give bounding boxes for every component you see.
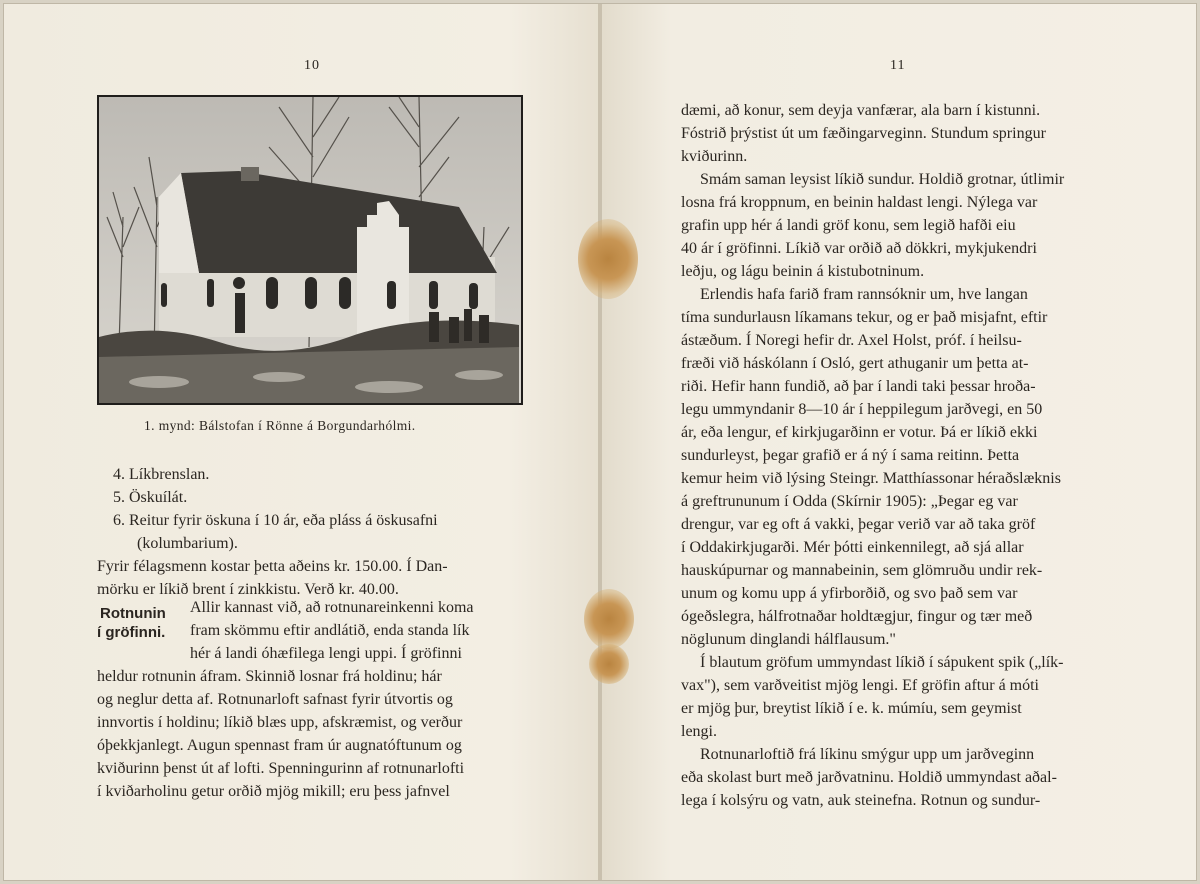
text-line: Fóstrið þrýstist út um fæðingarveginn. Stundum springur (681, 125, 1046, 142)
text-line: leðju, og lágu beinin á kistubotninum. (681, 263, 925, 280)
text-line: vax"), sem varðveitist mjög lengi. Ef gröfin aftur á móti (681, 677, 1039, 694)
text-line: fram skömmu eftir andlátið, enda standa lík (190, 622, 470, 639)
text-line: heldur rotnunin áfram. Skinnið losnar frá holdinu; hár (97, 668, 442, 685)
text-line: losna frá kroppnum, en beinin haldast lengi. Nýlega var (681, 194, 1038, 211)
text-line: lengi. (681, 723, 717, 740)
sidenote-heading: Rotnunin (100, 605, 166, 622)
figure-caption: 1. mynd: Bálstofan í Rönne á Borgundarhólmi. (144, 418, 416, 433)
text-line: riði. Hefir hann fundið, að þar í landi taki þessar hroða- (681, 378, 1036, 395)
page-number-right: 11 (890, 58, 906, 73)
text-line: kviðurinn. (681, 148, 748, 165)
text-line: ár, eða lengur, ef kirkjugarðinn er votur. Þá er líkið ekki (681, 424, 1038, 441)
text-line: mörku er líkið brent í zinkkistu. Verð kr. 40.00. (97, 581, 399, 598)
text-line: lega í kolsýru og vatn, auk steinefna. Rotnun og sundur- (681, 792, 1041, 809)
text-line: í Oddakirkjugarði. Mér þótti einkennilegt, að sjá allar (681, 539, 1024, 556)
text-line: grafin upp hér á landi gröf konu, sem legið hafði eiu (681, 217, 1016, 234)
text-line: og neglur detta af. Rotnunarloft safnast fyrir útvortis og (97, 691, 453, 708)
list-item: 5. Öskuílát. (113, 489, 188, 506)
text-line: hér á landi óhæfilega lengi uppi. Í gröfinni (190, 645, 462, 662)
list-item: (kolumbarium). (137, 535, 238, 552)
church-photograph (97, 95, 523, 405)
water-stain (584, 589, 634, 649)
text-line: í kviðarholinu getur orðið mjög mikill; eru þess jafnvel (97, 783, 450, 800)
text-line: hauskúpurnar og mannabeinin, sem glömruðu undir rek- (681, 562, 1043, 579)
water-stain (578, 219, 638, 299)
left-page (4, 4, 600, 880)
list-item: 4. Líkbrenslan. (113, 466, 210, 483)
text-line: unum og komu upp á yfirborðið, og svo það sem var (681, 585, 1018, 602)
text-line: kviðurinn þenst út af lofti. Spenningurinn af rotnunarlofti (97, 760, 465, 777)
text-line: drengur, var eg oft á vakki, þegar verið var að taka gröf (681, 516, 1036, 533)
book-gutter (598, 4, 602, 880)
text-line: eða skolast burt með jarðvatninu. Holdið ummyndast aðal- (681, 769, 1057, 786)
text-line: sundurleyst, þegar grafið er á ný í sama reitinn. Þetta (681, 447, 1020, 464)
text-line: Í blautum gröfum ummyndast líkið í sápukent spik („lík- (700, 654, 1064, 671)
text-line: kemur heim við lýsing Steingr. Matthíassonar héraðslæknis (681, 470, 1061, 487)
text-line: ástæðum. Í Noregi hefir dr. Axel Holst, próf. í heilsu- (681, 332, 1022, 349)
sidenote-heading: í gröfinni. (97, 624, 166, 641)
text-line: dæmi, að konur, sem deyja vanfærar, ala barn í kistunni. (681, 102, 1041, 119)
text-line: er mjög þur, breytist líkið í e. k. múmíu, sem geymist (681, 700, 1022, 717)
list-item: 6. Reitur fyrir öskuna í 10 ár, eða pláss á öskusafni (113, 512, 438, 529)
text-line: 40 ár í gröfinni. Líkið var orðið að dökkri, mykjukendri (681, 240, 1037, 257)
text-line: Smám saman leysist líkið sundur. Holdið grotnar, útlimir (700, 171, 1065, 188)
text-line: Allir kannast við, að rotnunareinkenni koma (190, 599, 474, 616)
right-page (600, 4, 1196, 880)
text-line: fræði við háskólann í Osló, gert athuganir um þetta at- (681, 355, 1029, 372)
text-line: ógeðslegra, hálfrotnaðar holdtægjur, fingur og tær með (681, 608, 1033, 625)
text-line: Rotnunarloftið frá líkinu smýgur upp um jarðveginn (700, 746, 1035, 763)
church-photo-image (99, 97, 521, 403)
text-line: innvortis í holdinu; líkið blæs upp, afskræmist, og verður (97, 714, 463, 731)
text-line: á greftrununum í Odda (Skírnir 1905): „Þegar eg var (681, 493, 1018, 510)
text-line: Erlendis hafa farið fram rannsóknir um, hve langan (700, 286, 1028, 303)
text-line: legu ummyndanir 8—10 ár í heppilegum jarðvegi, en 50 (681, 401, 1043, 418)
water-stain (589, 644, 629, 684)
page-number-left: 10 (304, 58, 320, 73)
text-line: tíma sundurlausn líkamans tekur, og er það misjafnt, eftir (681, 309, 1048, 326)
text-line: nöglunum dinglandi hálflausum." (681, 631, 896, 648)
book-spread (4, 4, 1196, 880)
text-line: óþekkjanlegt. Augun spennast fram úr augnatóftunum og (97, 737, 462, 754)
text-line: Fyrir félagsmenn kostar þetta aðeins kr. 150.00. Í Dan- (97, 558, 448, 575)
